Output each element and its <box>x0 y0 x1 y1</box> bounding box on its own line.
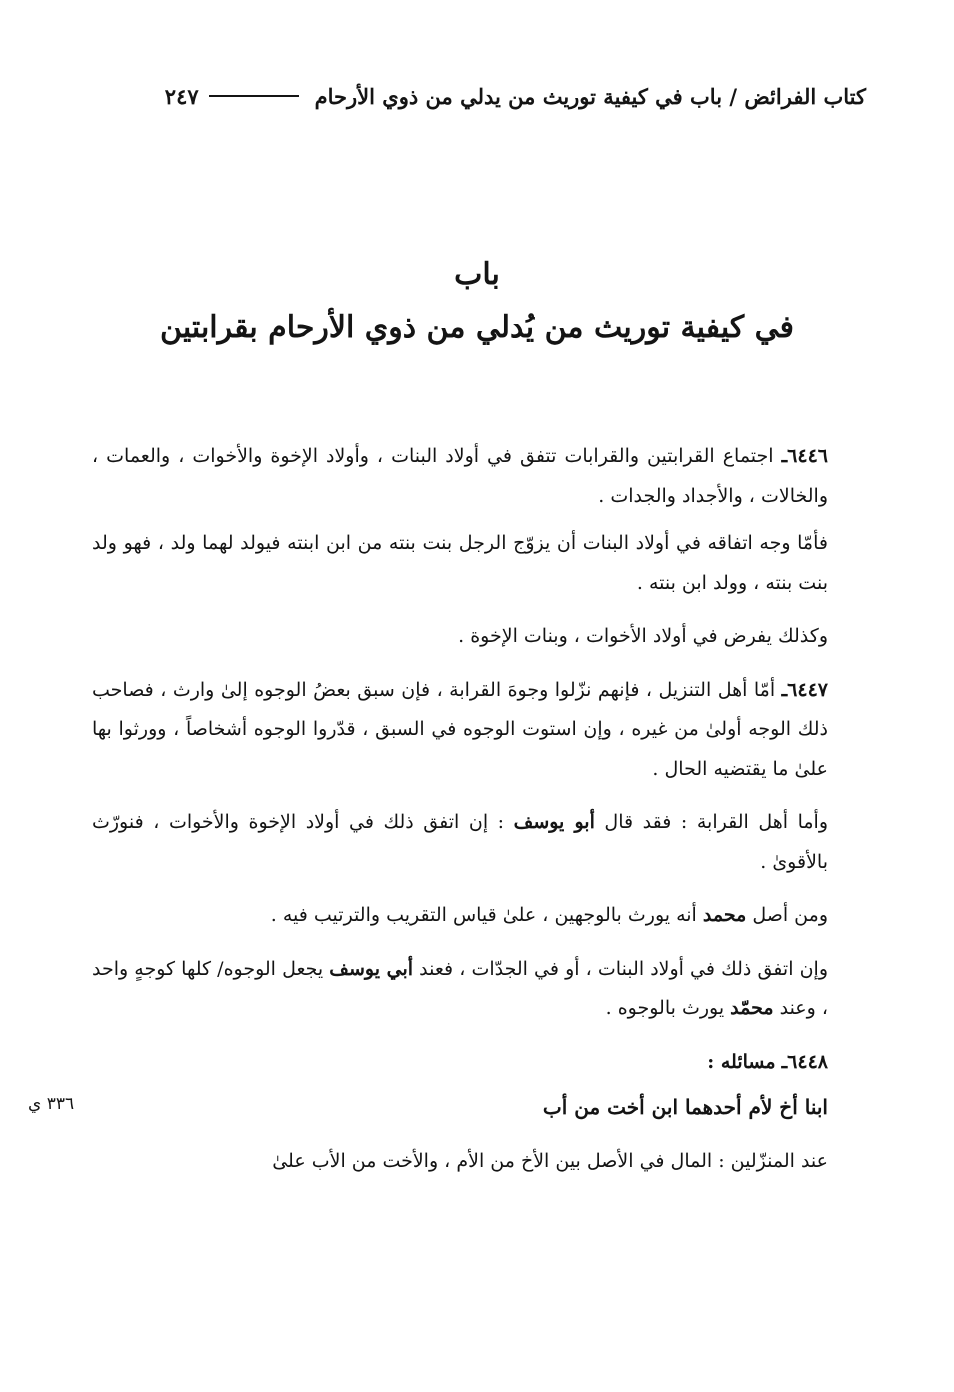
paragraph-6446 <box>92 437 862 516</box>
text-run: يجعل الوجوه/ كلها كوجهٍ واحد ، وعند <box>92 957 828 1019</box>
text-run: وأما أهل القرابة : فقد قال <box>594 811 828 833</box>
header-rule <box>209 95 299 97</box>
paragraph-text: مسائله : <box>707 1050 776 1073</box>
running-header-title: كتاب الفرائض / باب في كيفية توريث من يدلي من ذوي الأرحام <box>314 83 866 109</box>
body-text <box>92 437 862 1195</box>
scholar-name: محمّد <box>730 997 774 1019</box>
paragraph-6448 <box>92 1043 862 1083</box>
paragraph: وكذلك يفرض في أولاد الأخوات ، وبنات الإخوة . <box>458 625 828 647</box>
chapter-kicker: باب <box>454 257 500 292</box>
text-run: : إن اتفق ذلك في أولاد الإخوة والأخوات ، فنورّث بالأقوىٰ . <box>92 811 828 873</box>
paragraph-text: اجتماع القرابتين والقرابات تتفق في أولاد البنات ، وأولاد الإخوة والأخوات ، والعمات ، والخالات ، والأجداد والجدات . <box>92 445 828 507</box>
scholar-name: أبي يوسف <box>329 957 414 980</box>
scholar-name: أبو يوسف <box>513 811 595 833</box>
chapter-heading <box>80 252 874 358</box>
paragraph-number: ٦٤٤٨ـ <box>781 1050 828 1073</box>
scholar-name: محمد <box>702 904 747 926</box>
paragraph <box>92 950 862 1029</box>
paragraph <box>92 803 862 882</box>
paragraph: فأمّا وجه اتفاقه في أولاد البنات أن يزوّج الرجل بنت بنته من ابن ابنته فيولد لهما ولد ، فهو ولد بنت بنته ، وولد ابن بنته . <box>92 532 828 594</box>
text-run: ومن أصل <box>746 904 828 926</box>
running-header <box>98 74 866 118</box>
paragraph-number: ٦٤٤٦ـ <box>781 445 828 467</box>
paragraph-6447 <box>92 671 862 790</box>
page-number: ٢٤٧ <box>164 83 199 109</box>
paragraph-text: أمّا أهل التنزيل ، فإنهم نزّلوا وجوهَ القرابة ، فإن سبق بعضُ الوجوه إلىٰ وارث ، فصاحب ذلك الوجه أولىٰ من غيره ، وإن استوت الوجوه في السبق ، قدّروا الوجوه أشخاصاً ، وورثوا بها علىٰ ما يقتضيه الحال . <box>92 678 828 780</box>
paragraph: عند المنزّلين : المال في الأصل بين الأخ من الأم ، والأخت من الأب علىٰ <box>272 1149 828 1172</box>
margin-note: ٣٣٦ ي <box>28 1094 75 1114</box>
chapter-title: في كيفية توريث من يُدلي من ذوي الأرحام بقرابتين <box>160 310 794 345</box>
case-heading: ابنا أخ لأم أحدهما ابن أخت من أب <box>542 1095 828 1119</box>
text-run: يورث بالوجوه . <box>605 997 731 1019</box>
text-run: أنه يورث بالوجهين ، علىٰ قياس التقريب والترتيب فيه . <box>270 904 703 926</box>
paragraph-number: ٦٤٤٧ـ <box>781 678 828 701</box>
paragraph <box>92 896 862 936</box>
text-run: وإن اتفق ذلك في أولاد البنات ، أو في الجدّات ، فعند <box>413 957 828 980</box>
